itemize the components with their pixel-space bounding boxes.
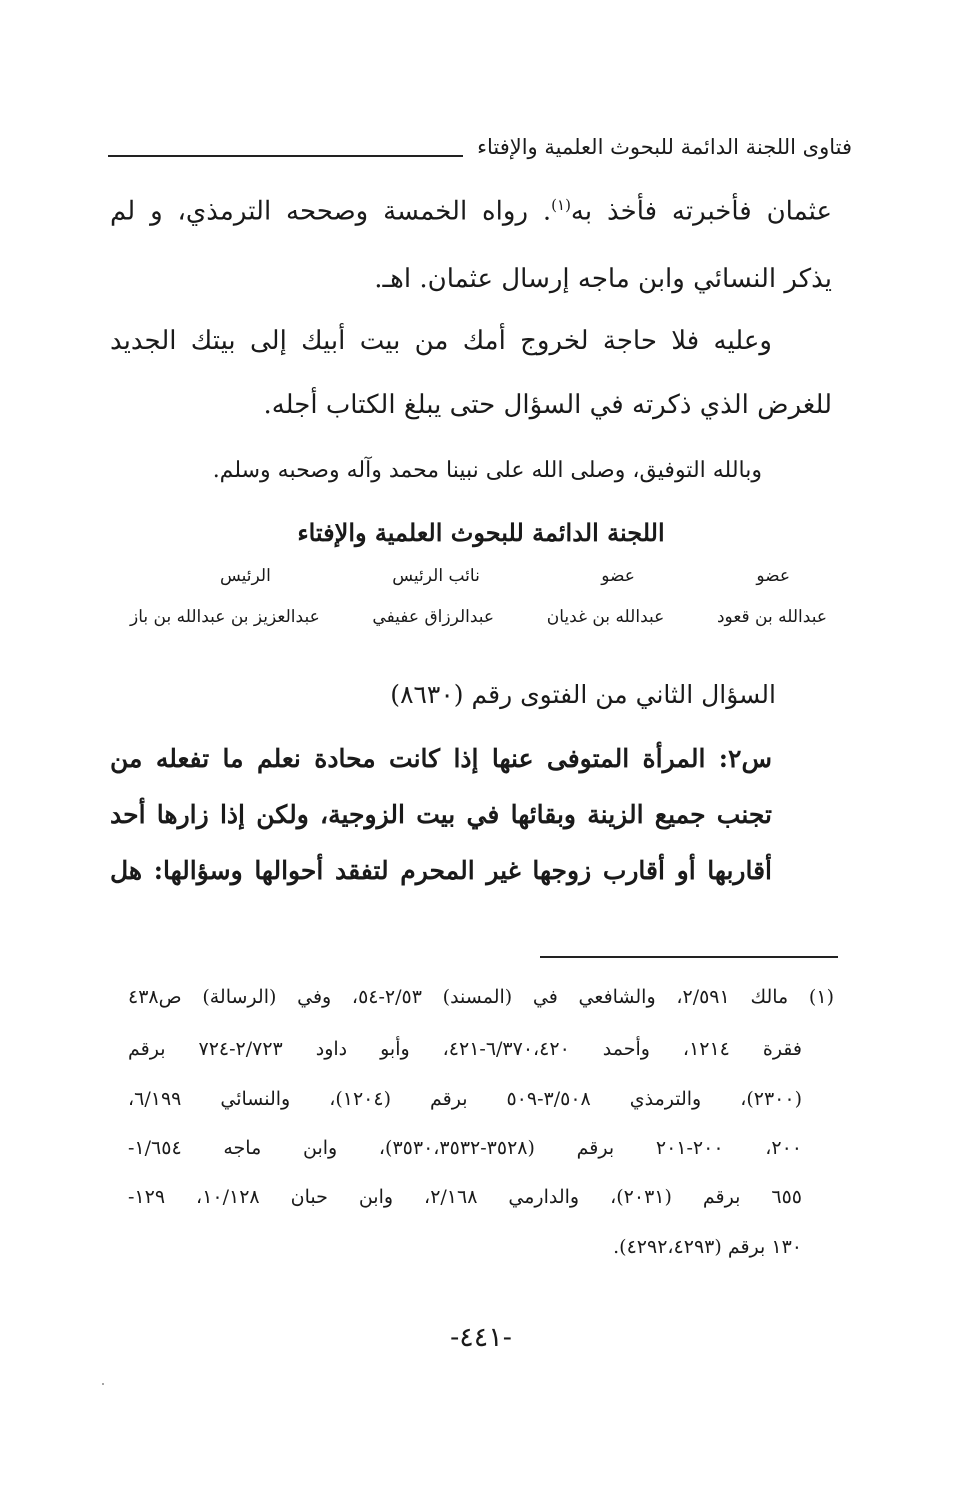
role-vice-chairman: نائب الرئيس bbox=[392, 566, 480, 586]
scan-speck bbox=[102, 1383, 104, 1385]
body-line-4: للغرض الذي ذكرته في السؤال حتى يبلغ الكتاب أجله. bbox=[263, 390, 832, 420]
footnote-line-4: ٢٠٠، ٢٠٠-٢٠١ برقم (٣٥٢٨-٣٥٣٠،٣٥٣٢)، وابن ماجه ١/٦٥٤- bbox=[128, 1137, 803, 1159]
footnote-rule bbox=[540, 956, 838, 958]
question-line-3: أقاربها أو أقارب زوجها غير المحرم لتفقد أحوالها وسؤالها: هل bbox=[110, 856, 772, 885]
header-rule bbox=[108, 155, 463, 157]
member-name-1: عبدالله بن قعود bbox=[716, 607, 827, 627]
role-member-1: عضو bbox=[756, 566, 790, 586]
footnote-line-2: فقرة ١٢١٤، وأحمد ٦/٣٧٠،٤٢٠-٤٢١، وأبو داود ٢/٧٢٣-٧٢٤ برقم bbox=[128, 1038, 803, 1060]
role-chairman: الرئيس bbox=[220, 566, 271, 586]
footnote-line-1: (١) مالك ٢/٥٩١، والشافعي في (المسند) ٢/٥٣-٥٤، وفي (الرسالة) ص٤٣٨ bbox=[128, 986, 834, 1008]
running-header bbox=[108, 130, 852, 164]
footnote-line-6: ١٣٠ برقم (٤٢٩٢،٤٢٩٣). bbox=[613, 1236, 802, 1258]
closing-line: وبالله التوفيق، وصلى الله على نبينا محمد وآله وصحبه وسلم. bbox=[212, 458, 762, 483]
member-name-4: عبدالعزيز بن عبدالله بن باز bbox=[130, 607, 320, 627]
body-line-1-start: عثمان فأخبرته فأخذ به bbox=[570, 196, 832, 227]
question-line-1: س٢: المرأة المتوفى عنها إذا كانت محادة نعلم ما تفعله من bbox=[110, 744, 772, 773]
body-line-3: وعليه فلا حاجة لخروج أمك من بيت أبيك إلى بيتك الجديد bbox=[110, 326, 772, 356]
member-name-3: عبدالرزاق عفيفي bbox=[372, 607, 495, 627]
footnote-line-5: ٦٥٥ برقم (٢٠٣١)، والدارمي ٢/١٦٨، وابن حبان ١٠/١٢٨، ١٢٩- bbox=[128, 1186, 803, 1208]
running-title: فتاوى اللجنة الدائمة للبحوث العلمية والإفتاء bbox=[477, 135, 852, 159]
footnote-line-3: (٢٣٠٠)، والترمذي ٣/٥٠٨-٥٠٩ برقم (١٢٠٤)، والنسائي ٦/١٩٩، bbox=[128, 1088, 803, 1110]
question-heading: السؤال الثاني من الفتوى رقم (٨٦٣٠) bbox=[390, 680, 776, 709]
signature-names bbox=[130, 607, 827, 627]
body-line-1-end: . رواه الخمسة وصححه الترمذي، و لم bbox=[110, 196, 552, 227]
committee-name: اللجنة الدائمة للبحوث العلمية والإفتاء bbox=[297, 518, 665, 547]
member-name-2: عبدالله بن غديان bbox=[546, 607, 665, 627]
footnote-reference: (١) bbox=[551, 196, 571, 214]
role-member-2: عضو bbox=[601, 566, 635, 586]
body-line-1 bbox=[110, 196, 832, 227]
body-line-2: يذكر النسائي وابن ماجه إرسال عثمان. اهـ. bbox=[374, 264, 832, 294]
question-line-2: تجنب جميع الزينة وبقائها في بيت الزوجية، ولكن إذا زارها أحد bbox=[110, 800, 772, 829]
page-number: -٤٤١- bbox=[450, 1322, 512, 1353]
signature-roles bbox=[220, 566, 790, 586]
